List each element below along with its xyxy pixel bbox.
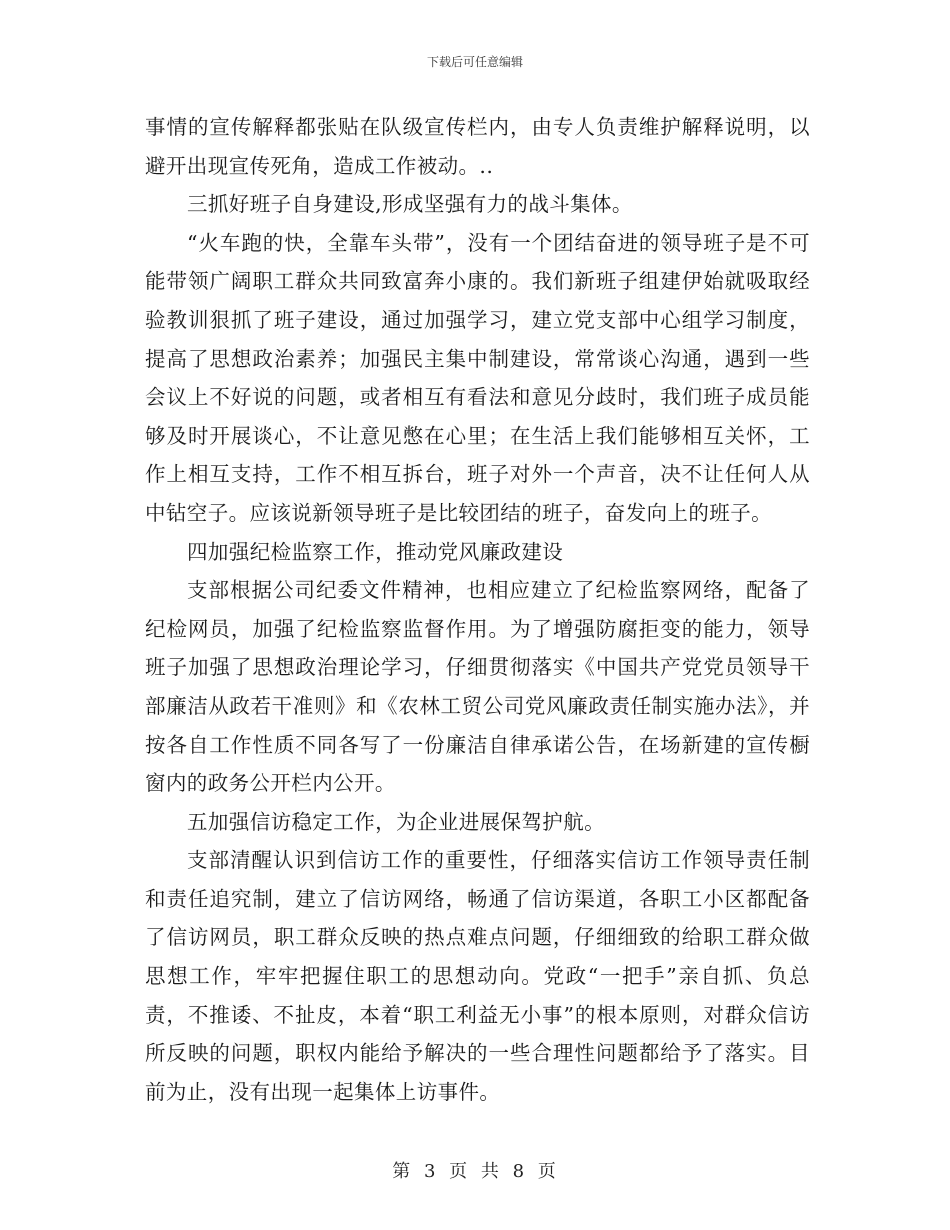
paragraph-1: 事情的宣传解释都张贴在队级宣传栏内，由专人负责维护解释说明，以避开出现宣传死角，造成工作被动。.. bbox=[145, 115, 810, 178]
document-body bbox=[145, 108, 810, 1111]
paragraph-3: 支部根据公司纪委文件精神，也相应建立了纪检监察网络，配备了纪检网员，加强了纪检监察监督作用。为了增强防腐拒变的能力，领导班子加强了思想政治理论学习，仔细贯彻落实《中国共产党党员领导干部廉洁从政若干准则》和《农林工贸公司党风廉政责任制实施办法》，并按各自工作性质不同各写了一份廉洁自律承诺公告，在场新建的宣传橱窗内的政务公开栏内公开。 bbox=[145, 578, 810, 796]
current-page-number: 3 bbox=[423, 1161, 438, 1182]
heading-section-5: 五加强信访稳定工作，为企业进展保驾护航。 bbox=[187, 809, 605, 834]
paragraph-2: “火车跑的快，全靠车头带”，没有一个团结奋进的领导班子是不可能带领广阔职工群众共同致富奔小康的。我们新班子组建伊始就吸取经验教训狠抓了班子建设，通过加强学习，建立党支部中心组学习制度，提高了思想政治素养；加强民主集中制建设，常常谈心沟通，遇到一些会议上不好说的问题，或者相互有看法和意见分歧时，我们班子成员能够及时开展谈心，不让意见憋在心里；在生活上我们能够相互关怀，工作上相互支持，工作不相互拆台，班子对外一个声音，决不让任何人从中钻空子。应该说新领导班子是比较团结的班子，奋发向上的班子。 bbox=[145, 230, 810, 525]
page-header: 下载后可任意编辑 bbox=[426, 55, 523, 69]
heading-section-4: 四加强纪检监察工作，推动党风廉政建设 bbox=[187, 539, 564, 564]
footer-suffix: 页 bbox=[537, 1161, 558, 1182]
paragraph-4: 支部清醒认识到信访工作的重要性，仔细落实信访工作领导责任制和责任追究制，建立了信访网络，畅通了信访渠道，各职工小区都配备了信访网员，职工群众反映的热点难点问题，仔细细致的给职工群众做思想工作，牢牢把握住职工的思想动向。党政“一把手”亲自抓、负总责，不推诿、不扯皮，本着“职工利益无小事”的根本原则，对群众信访所反映的问题，职权内能给予解决的一些合理性问题都给予了落实。目前为止，没有出现一起集体上访事件。 bbox=[145, 848, 810, 1104]
footer-prefix: 第 bbox=[392, 1161, 413, 1182]
footer-page-word: 页 bbox=[449, 1161, 470, 1182]
footer-total-word: 共 bbox=[480, 1161, 501, 1182]
heading-section-3: 三抓好班子自身建设,形成坚强有力的战斗集体。 bbox=[187, 192, 633, 217]
total-page-count: 8 bbox=[512, 1161, 527, 1182]
page-footer bbox=[0, 1157, 950, 1183]
